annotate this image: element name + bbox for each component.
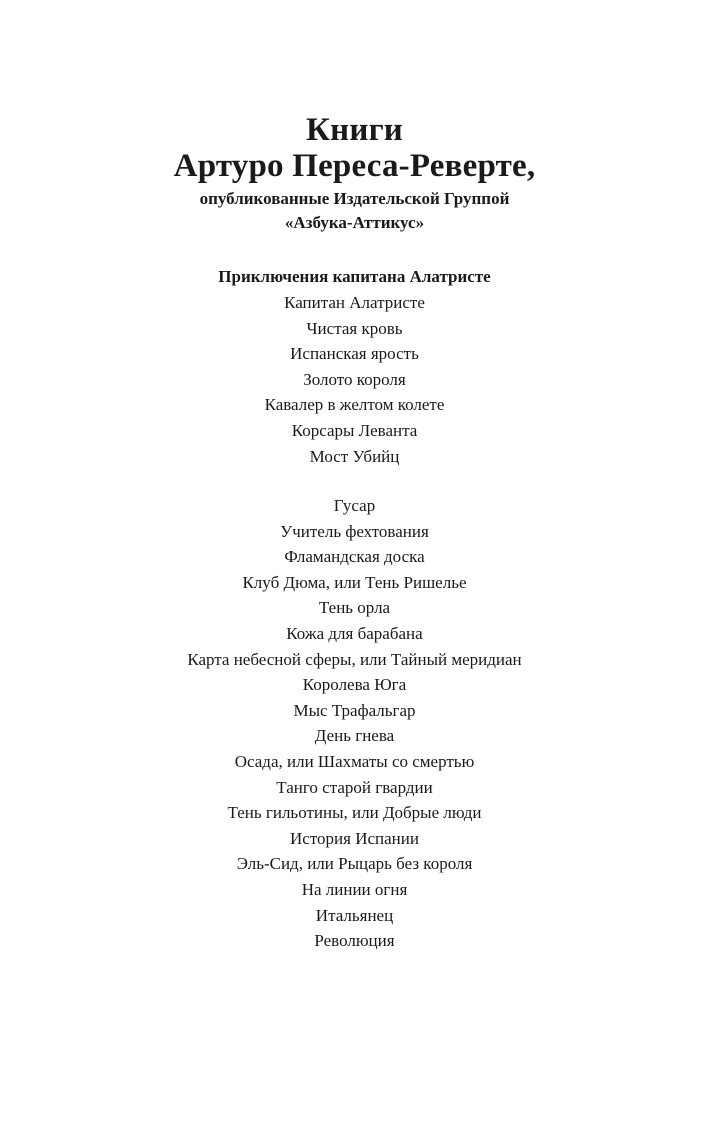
series-book: Испанская ярость (290, 344, 419, 364)
book-title: Кожа для барабана (286, 623, 423, 643)
series-book: Золото короля (303, 369, 406, 389)
series-book: Капитан Алатристе (284, 293, 425, 312)
other-books-list (0, 493, 709, 954)
book-title: Мыс Трафальгар (293, 700, 416, 720)
page-heading (0, 112, 709, 235)
book-title: На линии огня (301, 879, 408, 899)
book-title: Итальянец (315, 905, 394, 925)
book-title: Тень орла (318, 598, 391, 618)
series-book: Мост Убийц (309, 446, 400, 466)
book-title: История Испании (290, 828, 419, 848)
heading-publisher-name: «Азбука-Аттикус» (284, 213, 425, 232)
book-title: Учитель фехтования (280, 521, 429, 541)
series-book: Кавалер в желтом колете (264, 395, 445, 415)
book-title: Гусар (333, 496, 376, 515)
alatriste-series (0, 264, 709, 469)
heading-author: Артуро Переса-Реверте, (173, 148, 536, 184)
book-title: Фламандская доска (284, 547, 425, 567)
heading-title-books: Книги (306, 112, 403, 148)
book-title: Танго старой гвардии (276, 777, 433, 797)
book-title: Эль-Сид, или Рыцарь без короля (236, 854, 473, 874)
book-title: День гнева (314, 726, 395, 746)
book-title: Клуб Дюма, или Тень Ришелье (242, 572, 467, 592)
book-title: Карта небесной сферы, или Тайный меридиан (187, 649, 522, 669)
series-book: Чистая кровь (306, 318, 403, 338)
heading-publisher-line: опубликованные Издательской Группой (199, 189, 510, 208)
series-title: Приключения капитана Алатристе (218, 267, 491, 286)
book-title: Королева Юга (302, 675, 407, 695)
book-title: Тень гильотины, или Добрые люди (227, 803, 482, 823)
series-book: Корсары Леванта (291, 420, 418, 440)
book-title: Революция (314, 931, 395, 951)
book-title: Осада, или Шахматы со смертью (234, 751, 475, 771)
